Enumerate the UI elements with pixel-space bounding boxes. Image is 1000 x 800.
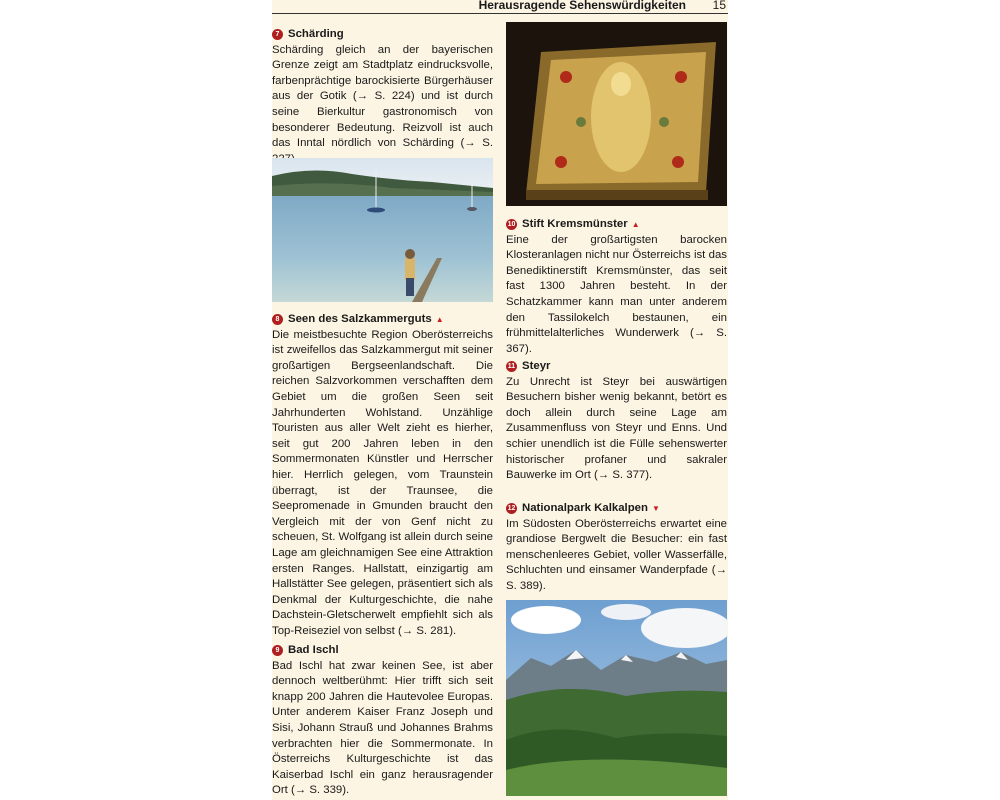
section-body: Schärding gleich an der bayerischen Grenze zeigt am Stadtplatz eindrucksvolle, farbenprächtige barockisierte Bürgerhäuser aus der Gotik (→ S. 224) und ist durch seine Bierkultur gastronomisch von besonderer Bedeutung. Reizvoll ist auch das Inntal nördlich von Schärding (→ S. [272, 43, 493, 150]
section-title [506, 359, 727, 375]
section-heading: Nationalpark Kalkalpen [522, 502, 648, 514]
section-body: Eine der großartigsten barocken Klosteranlagen nicht nur Österreichs ist das Benediktinerstift Kremsmünster, das seit fast 1300 Jahren besteht. In der Schatzkammer kann man unter anderem den Tassilokelch bestaunen, ein frühmittelalterliches Wunderwerk (→ S. 367). [506, 233, 727, 355]
section-steyr [506, 359, 727, 484]
section-title [272, 312, 493, 328]
section-kremsmuenster [506, 217, 727, 357]
section-heading: Bad Ischl [288, 644, 339, 656]
section-schaerding [272, 27, 493, 167]
page-number: 15 [712, 0, 726, 12]
section-title [272, 27, 493, 43]
section-heading: Seen des Salzkammerguts [288, 313, 432, 325]
section-body: Zu Unrecht ist Steyr bei auswärtigen Besuchern bisher wenig bekannt, betört es doch allein durch seine Lage am Zusammenfluss von Steyr und Enns. Und schier unendlich ist die Fülle sehenswerter historischer profaner und sakraler Bauwerke im Ort (→ S. 377). [506, 375, 727, 482]
section-heading: Stift Kremsmünster [522, 218, 628, 230]
tassilo-treasure-photo [506, 22, 727, 206]
section-title [506, 501, 727, 517]
down-triangle-icon: ▼ [651, 504, 660, 513]
section-title [272, 643, 493, 659]
mountain-photo [506, 600, 727, 796]
up-triangle-icon: ▲ [435, 315, 444, 324]
section-title [506, 217, 727, 233]
section-kalkalpen [506, 501, 727, 595]
section-number-badge: 10 [506, 219, 517, 230]
section-body: Im Südosten Oberösterreichs erwartet eine grandiose Bergwelt die Besucher: ein fast menschenleeres Gebiet, voller Wasserfälle, Schluchten und einsamer Wanderpfade (→ S. 389). [506, 517, 727, 592]
running-header [272, 0, 728, 14]
section-number-badge: 8 [272, 314, 283, 325]
section-body: Bad Ischl hat zwar keinen See, ist aber dennoch weltberühmt: Hier trifft sich seit knapp 200 Jahren die Hautevolee Europas. Unter anderem Kaiser Franz Joseph und Sisi, Johann Strauß und Johannes Brahms verbrachten hier die Sommermonate. In Österreichs Kulturgeschichte ist das Kaiserbad Ischl ein ganz herausragender Ort (→ S. 339). [272, 659, 493, 797]
section-number-badge: 7 [272, 29, 283, 40]
up-triangle-icon: ▲ [631, 220, 640, 229]
lake-photo [272, 158, 493, 302]
header-title: Herausragende Sehenswürdigkeiten [478, 0, 686, 12]
section-number-badge: 9 [272, 645, 283, 656]
section-body: Die meistbesuchte Region Oberösterreichs ist zweifellos das Salzkammergut mit seiner großartigen Bergseenlandschaft. Die reichen Salzvorkommen verschafften dem Gebiet um die großen Seen seit Jahrhunderten Wohlstand. Unzählige Touristen aus aller Welt zieht es hierher, seit gut 200 Jahren leben in den Sommermonaten Künstler und Herrscher hier. Herrlich gelegen, vom Traunstein überragt, ist der Traunsee, die Seepromenade in Gmunden braucht den Vergleich mit der von Genf nicht zu scheuen, St. Wolfgang ist allein durch seine Lage am gleichnamigen See eine Attraktion ersten Ranges. Hallstatt, einzigartig am Hallstätter See gelegen, präsentiert sich als Denkmal der Kulturgeschichte, die nahe Dachstein-Gletscherwelt empfiehlt sich als Top-Reiseziel von selbst (→ S. 281). [272, 328, 493, 637]
section-heading: Steyr [522, 360, 551, 372]
section-bad-ischl [272, 643, 493, 799]
section-number-badge: 12 [506, 503, 517, 514]
section-heading: Schärding [288, 28, 344, 40]
section-number-badge: 11 [506, 361, 517, 372]
section-salzkammergut [272, 312, 493, 639]
